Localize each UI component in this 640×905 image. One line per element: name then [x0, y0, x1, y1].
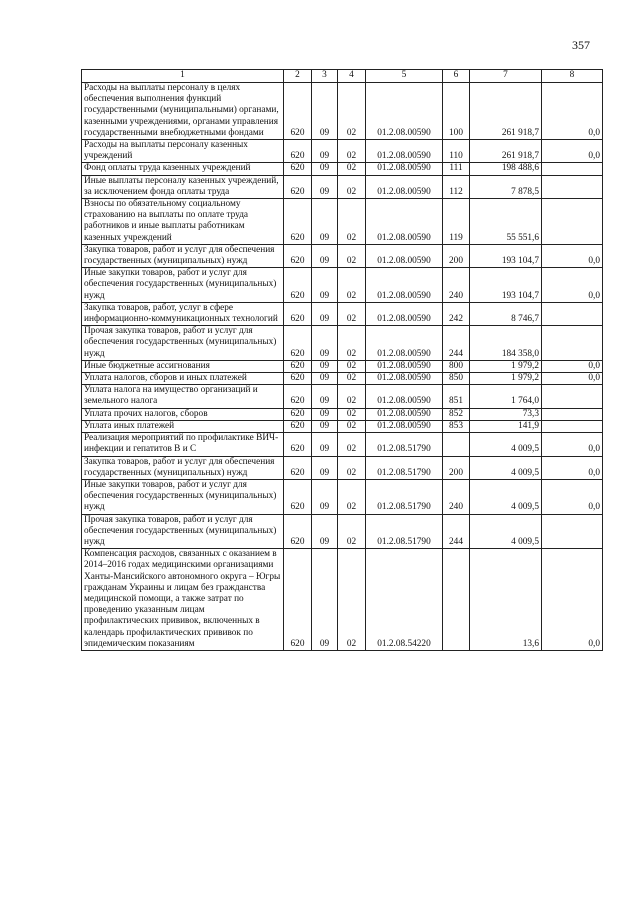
- code-cell: 620: [284, 268, 312, 303]
- amount-cell: [542, 326, 603, 361]
- amount-cell: 0,0: [542, 83, 603, 140]
- target-article-cell: 01.2.08.00590: [366, 199, 443, 245]
- code-cell: 620: [284, 302, 312, 325]
- amount-cell: 4 009,5: [470, 479, 542, 514]
- target-article-cell: 01.2.08.00590: [366, 373, 443, 385]
- row-name-cell: [82, 456, 284, 479]
- amount-cell: 198 488,6: [470, 163, 542, 175]
- column-header: 1: [82, 70, 284, 83]
- table-row: [82, 302, 603, 325]
- row-name: Иные выплаты персоналу казенных учреждений, за исключением фонда оплаты труда: [84, 175, 279, 197]
- row-name: Расходы на выплаты персоналу в целях обеспечения выполнения функций государственными (муниципальными) органами, казенными учреждениями, органами управления государственными внебюджетными фондами: [84, 83, 279, 138]
- row-name-cell: [82, 326, 284, 361]
- table-row: [82, 408, 603, 420]
- expense-type-cell: 851: [443, 385, 470, 408]
- row-name-cell: [82, 479, 284, 514]
- subsection-cell: 02: [338, 385, 366, 408]
- amount-cell: 0,0: [542, 373, 603, 385]
- column-header: 4: [338, 70, 366, 83]
- page-number: 357: [572, 38, 590, 52]
- row-name-cell: [82, 385, 284, 408]
- table-row: [82, 433, 603, 456]
- section-cell: 09: [312, 244, 338, 267]
- column-header: 7: [470, 70, 542, 83]
- table-row: [82, 420, 603, 432]
- section-cell: 09: [312, 385, 338, 408]
- row-name-cell: [82, 373, 284, 385]
- table-row: [82, 244, 603, 267]
- header-row: [82, 70, 603, 83]
- subsection-cell: 02: [338, 433, 366, 456]
- code-cell: 620: [284, 456, 312, 479]
- row-name: Компенсация расходов, связанных с оказанием в 2014–2016 годах медицинскими организациями Ханты-Мансийского автономного округа – Югры гражданам Украины и лицам без гражданства медицинской помощи, а также затрат по проведению указанным лицам профилактических прививок, включенных в календарь профилактических прививок по эпидемическим показаниям: [84, 549, 281, 649]
- expense-type-cell: 853: [443, 420, 470, 432]
- row-name: Уплата налогов, сборов и иных платежей: [84, 373, 247, 384]
- amount-cell: [542, 163, 603, 175]
- row-name-cell: [82, 549, 284, 651]
- expense-type-cell: 800: [443, 360, 470, 372]
- section-cell: 09: [312, 360, 338, 372]
- amount-cell: 0,0: [542, 549, 603, 651]
- amount-cell: 0,0: [542, 268, 603, 303]
- code-cell: 620: [284, 408, 312, 420]
- target-article-cell: 01.2.08.51790: [366, 456, 443, 479]
- amount-cell: 4 009,5: [470, 456, 542, 479]
- row-name: Уплата налога на имущество организаций и земельного налога: [84, 385, 258, 407]
- row-name-cell: [82, 83, 284, 140]
- row-name: Уплата иных платежей: [84, 420, 175, 431]
- code-cell: 620: [284, 385, 312, 408]
- subsection-cell: 02: [338, 175, 366, 198]
- section-cell: 09: [312, 373, 338, 385]
- amount-cell: 261 918,7: [470, 83, 542, 140]
- expense-type-cell: 244: [443, 514, 470, 549]
- row-name: Прочая закупка товаров, работ и услуг для обеспечения государственных (муниципальных) нужд: [84, 326, 277, 359]
- amount-cell: 0,0: [542, 140, 603, 163]
- subsection-cell: 02: [338, 408, 366, 420]
- row-name-cell: [82, 175, 284, 198]
- expense-type-cell: 112: [443, 175, 470, 198]
- code-cell: 620: [284, 326, 312, 361]
- expense-type-cell: 111: [443, 163, 470, 175]
- table-body: [82, 83, 603, 651]
- section-cell: 09: [312, 326, 338, 361]
- section-cell: 09: [312, 199, 338, 245]
- row-name-cell: [82, 408, 284, 420]
- section-cell: 09: [312, 514, 338, 549]
- amount-cell: 1 764,0: [470, 385, 542, 408]
- row-name-cell: [82, 514, 284, 549]
- target-article-cell: 01.2.08.51790: [366, 433, 443, 456]
- amount-cell: [542, 408, 603, 420]
- target-article-cell: 01.2.08.51790: [366, 514, 443, 549]
- target-article-cell: 01.2.08.00590: [366, 163, 443, 175]
- amount-cell: 55 551,6: [470, 199, 542, 245]
- amount-cell: [542, 302, 603, 325]
- row-name-cell: [82, 433, 284, 456]
- subsection-cell: 02: [338, 514, 366, 549]
- target-article-cell: 01.2.08.00590: [366, 244, 443, 267]
- row-name: Расходы на выплаты персоналу казенных учреждений: [84, 140, 248, 162]
- section-cell: 09: [312, 433, 338, 456]
- table-row: [82, 360, 603, 372]
- expense-type-cell: 244: [443, 326, 470, 361]
- target-article-cell: 01.2.08.00590: [366, 83, 443, 140]
- row-name: Иные закупки товаров, работ и услуг для обеспечения государственных (муниципальных) нужд: [84, 268, 277, 301]
- amount-cell: 193 104,7: [470, 268, 542, 303]
- expense-type-cell: 110: [443, 140, 470, 163]
- code-cell: 620: [284, 244, 312, 267]
- target-article-cell: 01.2.08.00590: [366, 360, 443, 372]
- table-row: [82, 175, 603, 198]
- code-cell: 620: [284, 479, 312, 514]
- amount-cell: 1 979,2: [470, 373, 542, 385]
- section-cell: 09: [312, 175, 338, 198]
- amount-cell: 8 746,7: [470, 302, 542, 325]
- code-cell: 620: [284, 83, 312, 140]
- expense-type-cell: 200: [443, 456, 470, 479]
- section-cell: 09: [312, 302, 338, 325]
- table-row: [82, 326, 603, 361]
- row-name: Уплата прочих налогов, сборов: [84, 408, 208, 419]
- table-row: [82, 268, 603, 303]
- section-cell: 09: [312, 163, 338, 175]
- row-name-cell: [82, 199, 284, 245]
- amount-cell: [542, 514, 603, 549]
- row-name-cell: [82, 163, 284, 175]
- expense-type-cell: 240: [443, 268, 470, 303]
- amount-cell: 261 918,7: [470, 140, 542, 163]
- subsection-cell: 02: [338, 479, 366, 514]
- amount-cell: 73,3: [470, 408, 542, 420]
- amount-cell: [542, 175, 603, 198]
- table-row: [82, 385, 603, 408]
- target-article-cell: 01.2.08.51790: [366, 479, 443, 514]
- amount-cell: 0,0: [542, 360, 603, 372]
- row-name-cell: [82, 268, 284, 303]
- amount-cell: 0,0: [542, 479, 603, 514]
- table-row: [82, 163, 603, 175]
- amount-cell: 193 104,7: [470, 244, 542, 267]
- section-cell: 09: [312, 479, 338, 514]
- expense-type-cell: 100: [443, 83, 470, 140]
- column-header: 6: [443, 70, 470, 83]
- expense-type-cell: 119: [443, 199, 470, 245]
- subsection-cell: 02: [338, 140, 366, 163]
- code-cell: 620: [284, 433, 312, 456]
- target-article-cell: 01.2.08.00590: [366, 302, 443, 325]
- expense-type-cell: 850: [443, 373, 470, 385]
- table-row: [82, 199, 603, 245]
- row-name-cell: [82, 244, 284, 267]
- target-article-cell: 01.2.08.00590: [366, 408, 443, 420]
- code-cell: 620: [284, 175, 312, 198]
- target-article-cell: 01.2.08.00590: [366, 326, 443, 361]
- table-row: [82, 456, 603, 479]
- subsection-cell: 02: [338, 549, 366, 651]
- expense-type-cell: 240: [443, 479, 470, 514]
- subsection-cell: 02: [338, 163, 366, 175]
- section-cell: 09: [312, 456, 338, 479]
- subsection-cell: 02: [338, 199, 366, 245]
- row-name: Иные бюджетные ассигнования: [84, 360, 210, 371]
- row-name-cell: [82, 420, 284, 432]
- section-cell: 09: [312, 268, 338, 303]
- amount-cell: 4 009,5: [470, 433, 542, 456]
- row-name: Фонд оплаты труда казенных учреждений: [84, 163, 251, 174]
- amount-cell: [542, 385, 603, 408]
- subsection-cell: 02: [338, 373, 366, 385]
- amount-cell: 13,6: [470, 549, 542, 651]
- row-name: Закупка товаров, работ и услуг для обеспечения государственных (муниципальных) нужд: [84, 456, 275, 478]
- amount-cell: [542, 420, 603, 432]
- subsection-cell: 02: [338, 244, 366, 267]
- subsection-cell: 02: [338, 420, 366, 432]
- amount-cell: 141,9: [470, 420, 542, 432]
- subsection-cell: 02: [338, 360, 366, 372]
- section-cell: 09: [312, 83, 338, 140]
- row-name-cell: [82, 140, 284, 163]
- code-cell: 620: [284, 420, 312, 432]
- section-cell: 09: [312, 420, 338, 432]
- code-cell: 620: [284, 360, 312, 372]
- amount-cell: 0,0: [542, 244, 603, 267]
- code-cell: 620: [284, 373, 312, 385]
- code-cell: 620: [284, 140, 312, 163]
- target-article-cell: 01.2.08.00590: [366, 175, 443, 198]
- amount-cell: 0,0: [542, 433, 603, 456]
- table-row: [82, 479, 603, 514]
- budget-table: [81, 69, 603, 651]
- row-name: Взносы по обязательному социальному страхованию на выплаты по оплате труда работников и иные выплаты работникам казенных учреждений: [84, 199, 249, 243]
- amount-cell: 4 009,5: [470, 514, 542, 549]
- column-header: 5: [366, 70, 443, 83]
- subsection-cell: 02: [338, 83, 366, 140]
- expense-type-cell: [443, 433, 470, 456]
- target-article-cell: 01.2.08.00590: [366, 140, 443, 163]
- row-name-cell: [82, 360, 284, 372]
- section-cell: 09: [312, 549, 338, 651]
- row-name-cell: [82, 302, 284, 325]
- subsection-cell: 02: [338, 268, 366, 303]
- amount-cell: 7 878,5: [470, 175, 542, 198]
- amount-cell: 0,0: [542, 456, 603, 479]
- column-header: 3: [312, 70, 338, 83]
- table-row: [82, 140, 603, 163]
- expense-type-cell: 242: [443, 302, 470, 325]
- code-cell: 620: [284, 549, 312, 651]
- subsection-cell: 02: [338, 326, 366, 361]
- column-header: 2: [284, 70, 312, 83]
- target-article-cell: 01.2.08.54220: [366, 549, 443, 651]
- expense-type-cell: 200: [443, 244, 470, 267]
- code-cell: 620: [284, 514, 312, 549]
- column-header: 8: [542, 70, 603, 83]
- amount-cell: 1 979,2: [470, 360, 542, 372]
- table-row: [82, 83, 603, 140]
- amount-cell: 184 358,0: [470, 326, 542, 361]
- subsection-cell: 02: [338, 302, 366, 325]
- expense-type-cell: 852: [443, 408, 470, 420]
- row-name: Закупка товаров, работ, услуг в сфере информационно-коммуникационных технологий: [84, 302, 278, 325]
- section-cell: 09: [312, 140, 338, 163]
- row-name: Иные закупки товаров, работ и услуг для обеспечения государственных (муниципальных) нужд: [84, 479, 277, 513]
- row-name: Прочая закупка товаров, работ и услуг для обеспечения государственных (муниципальных) нужд: [84, 514, 277, 547]
- target-article-cell: 01.2.08.00590: [366, 385, 443, 408]
- amount-cell: [542, 199, 603, 245]
- table-row: [82, 549, 603, 651]
- table-row: [82, 514, 603, 549]
- row-name: Закупка товаров, работ и услуг для обеспечения государственных (муниципальных) нужд: [84, 244, 275, 267]
- row-name: Реализация мероприятий по профилактике ВИЧ-инфекции и гепатитов В и С: [84, 433, 279, 455]
- code-cell: 620: [284, 163, 312, 175]
- target-article-cell: 01.2.08.00590: [366, 268, 443, 303]
- target-article-cell: 01.2.08.00590: [366, 420, 443, 432]
- table-row: [82, 373, 603, 385]
- subsection-cell: 02: [338, 456, 366, 479]
- expense-type-cell: [443, 549, 470, 651]
- code-cell: 620: [284, 199, 312, 245]
- section-cell: 09: [312, 408, 338, 420]
